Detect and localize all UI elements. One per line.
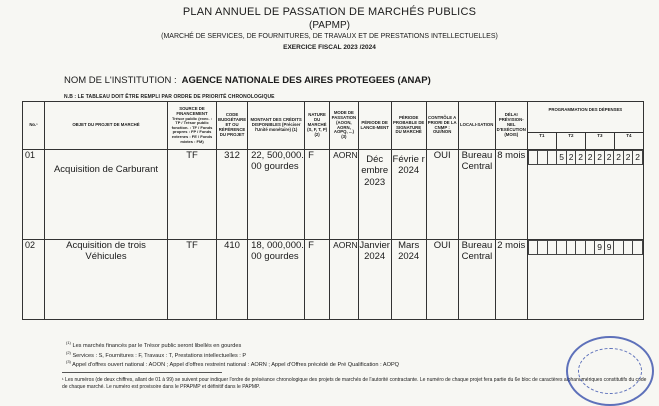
month-grid — [528, 150, 643, 165]
row-delai: 8 mois — [495, 150, 527, 240]
month-cell: 2 — [566, 151, 576, 165]
col-source — [168, 102, 217, 150]
month-cell — [623, 241, 633, 255]
row-source: TF — [168, 150, 217, 240]
row-code: 312 — [217, 150, 248, 240]
row-no: 01 — [23, 150, 45, 240]
institution-label: NOM DE L'INSTITUTION : — [64, 75, 177, 86]
footnote-1-text: Les marchés financés par le Trésor public seront libellés en gourdes — [72, 342, 242, 349]
month-cell — [528, 151, 538, 165]
row-objet: Acquisition de trois Véhicules — [45, 240, 168, 320]
plan-subtitle: (MARCHÉ DE SERVICES, DE FOURNITURES, DE TRAVAUX ET DE PRESTATIONS INTELLECTUELLES) — [161, 33, 498, 40]
row-programmation — [527, 150, 643, 240]
plan-title: PLAN ANNUEL DE PASSATION DE MARCHÉS PUBLICS — [182, 6, 477, 18]
row-no: 02 — [23, 240, 45, 320]
row-signature: Févrie r 2024 — [391, 150, 426, 240]
quarter-t2: T2 — [557, 133, 586, 149]
month-cell — [528, 241, 538, 255]
col-source-sub: Trésor public (exec. : TP / Trésor public fonction. : TF / Fonds propres : FP / Fonds externes : FE / Fonds mixtes : FM) — [171, 115, 213, 144]
month-cell — [585, 241, 595, 255]
col-objet: OBJET DU PROJET DE MARCHÉ — [45, 102, 168, 150]
month-cell — [614, 241, 624, 255]
stamp-inner-ring — [578, 348, 642, 394]
col-lancement: PÉRIODE DE LANCE-MENT — [358, 102, 391, 150]
quarter-t4: T4 — [626, 133, 632, 138]
table-row — [23, 150, 644, 240]
month-cell — [576, 241, 586, 255]
row-montant: 22, 500,000. 00 gourdes — [248, 150, 305, 240]
col-localisation: LOCALI-SATION — [458, 102, 495, 150]
month-cell — [547, 151, 557, 165]
month-cell: 9 — [604, 241, 614, 255]
month-cell: 2 — [633, 151, 643, 165]
col-nature: NATURE DU MARCHÉ (S, F, T, P) (2) — [305, 102, 330, 150]
institution-line — [64, 75, 431, 86]
col-code: CODE BUDGÉTAIRE ET OU RÉFÉRENCE DU PROJET — [217, 102, 248, 150]
row-objet: Acquisition de Carburant — [45, 150, 168, 240]
row-code: 410 — [217, 240, 248, 320]
row-controle: OUI — [426, 150, 458, 240]
footnote-numbering: ¹ Les numéros (de deux chiffres, allant de 01 à 99) se suivent pour indiquer l'ordre de préséance chronologique des projets de marchés de l'autorité contractante. Le numéro de chaque projet fera partie du 6e bloc de caractères alphanumériques constitutifs du code de chaque marché. Le numéro est provisoire dans le PPAPMP et définitif dans le PAPMP. — [62, 377, 647, 390]
month-cell — [566, 241, 576, 255]
month-cell — [538, 151, 548, 165]
col-no: No.¹ — [23, 102, 45, 150]
fiscal-year: EXERCICE FISCAL 2023 /2024 — [283, 44, 376, 51]
quarter-t1: T1 — [528, 133, 557, 149]
col-delai: DÉLAI PRÉVISION-NEL D'EXÉCUTION (MOIS) — [495, 102, 527, 150]
footnote-2: $^{(2)}$ Services : S, Fournitures : F, Travaux : T, Prestations intellectuelles : P — [66, 350, 247, 359]
col-programmation — [527, 102, 643, 150]
month-cell: 2 — [614, 151, 624, 165]
official-stamp — [566, 336, 654, 406]
table-row — [23, 240, 644, 320]
col-mode: MODE DE PASSATION (AOON, AORN, AOPQ, ...) (3) — [330, 102, 359, 150]
month-cell — [557, 241, 567, 255]
row-lancement: Janvier 2024 — [358, 240, 391, 320]
month-cell: 5 — [557, 151, 567, 165]
footnote-2-text: Services : S, Fournitures : F, Travaux : T, Prestations intellectuelles : P — [72, 352, 247, 359]
month-cell: 2 — [576, 151, 586, 165]
month-cell: 2 — [623, 151, 633, 165]
row-nature: F — [305, 150, 330, 240]
month-cell: 2 — [595, 151, 605, 165]
row-localisation: Bureau Central — [458, 240, 495, 320]
month-cell — [538, 241, 548, 255]
col-controle: CONTRÔLE A PRIORI DE LA CNMP : OUI/NON — [426, 102, 458, 150]
row-programmation — [527, 240, 643, 320]
month-cell — [547, 241, 557, 255]
table-header-row — [23, 102, 644, 150]
quarter-t3: T3 — [586, 133, 615, 149]
row-signature: Mars 2024 — [391, 240, 426, 320]
col-programmation-label: PROGRAMMATION DES DÉPENSES — [548, 107, 623, 112]
month-cell — [633, 241, 643, 255]
row-controle: OUI — [426, 240, 458, 320]
footnote-3-text: Appel d'offres ouvert national : AOON ; Appel d'offres restreint national : AORN ; Appel d'Offres précédé de Pré Qualification : AOPQ — [72, 361, 400, 368]
row-montant: 18, 000,000. 00 gourdes — [248, 240, 305, 320]
priority-note: N.B : LE TABLEAU DOIT ÊTRE REMPLI PAR ORDRE DE PRIORITÉ CHRONOLOGIQUE — [64, 94, 275, 100]
row-localisation: Bureau Central — [458, 150, 495, 240]
procurement-table — [22, 101, 644, 320]
row-nature: F — [305, 240, 330, 320]
row-delai: 2 mois — [495, 240, 527, 320]
footnote-divider — [62, 372, 222, 373]
row-lancement: Déc embre 2023 — [358, 150, 391, 240]
row-mode: AORN — [330, 150, 359, 240]
plan-acronym: (PAPMP) — [309, 20, 350, 31]
col-signature: PÉRIODE PROBABLE DE SIGNATURE DU MARCHÉ — [391, 102, 426, 150]
month-grid — [528, 240, 643, 255]
footnote-3: $^{(3)}$ Appel d'offres ouvert national : AOON ; Appel d'offres restreint national : AORN ; Appel d'Offres précédé de Pré Qualification : AOPQ — [66, 359, 400, 368]
month-cell: 9 — [595, 241, 605, 255]
row-mode: AORN — [330, 240, 359, 320]
quarter-headers — [528, 132, 643, 149]
month-cell: 2 — [585, 151, 595, 165]
month-cell: 2 — [604, 151, 614, 165]
row-source: TF — [168, 240, 217, 320]
institution-value: AGENCE NATIONALE DES AIRES PROTEGEES (ANAP) — [181, 75, 431, 86]
footnote-1: $^{(1)}$ Les marchés financés par le Trésor public seront libellés en gourdes — [66, 340, 242, 349]
col-source-label: SOURCE DE FINANCEMENT — [176, 105, 208, 116]
col-montant: MONTANT DES CRÉDITS DISPONIBLES (Préciser l'Unité monétaire) (1) — [248, 102, 305, 150]
